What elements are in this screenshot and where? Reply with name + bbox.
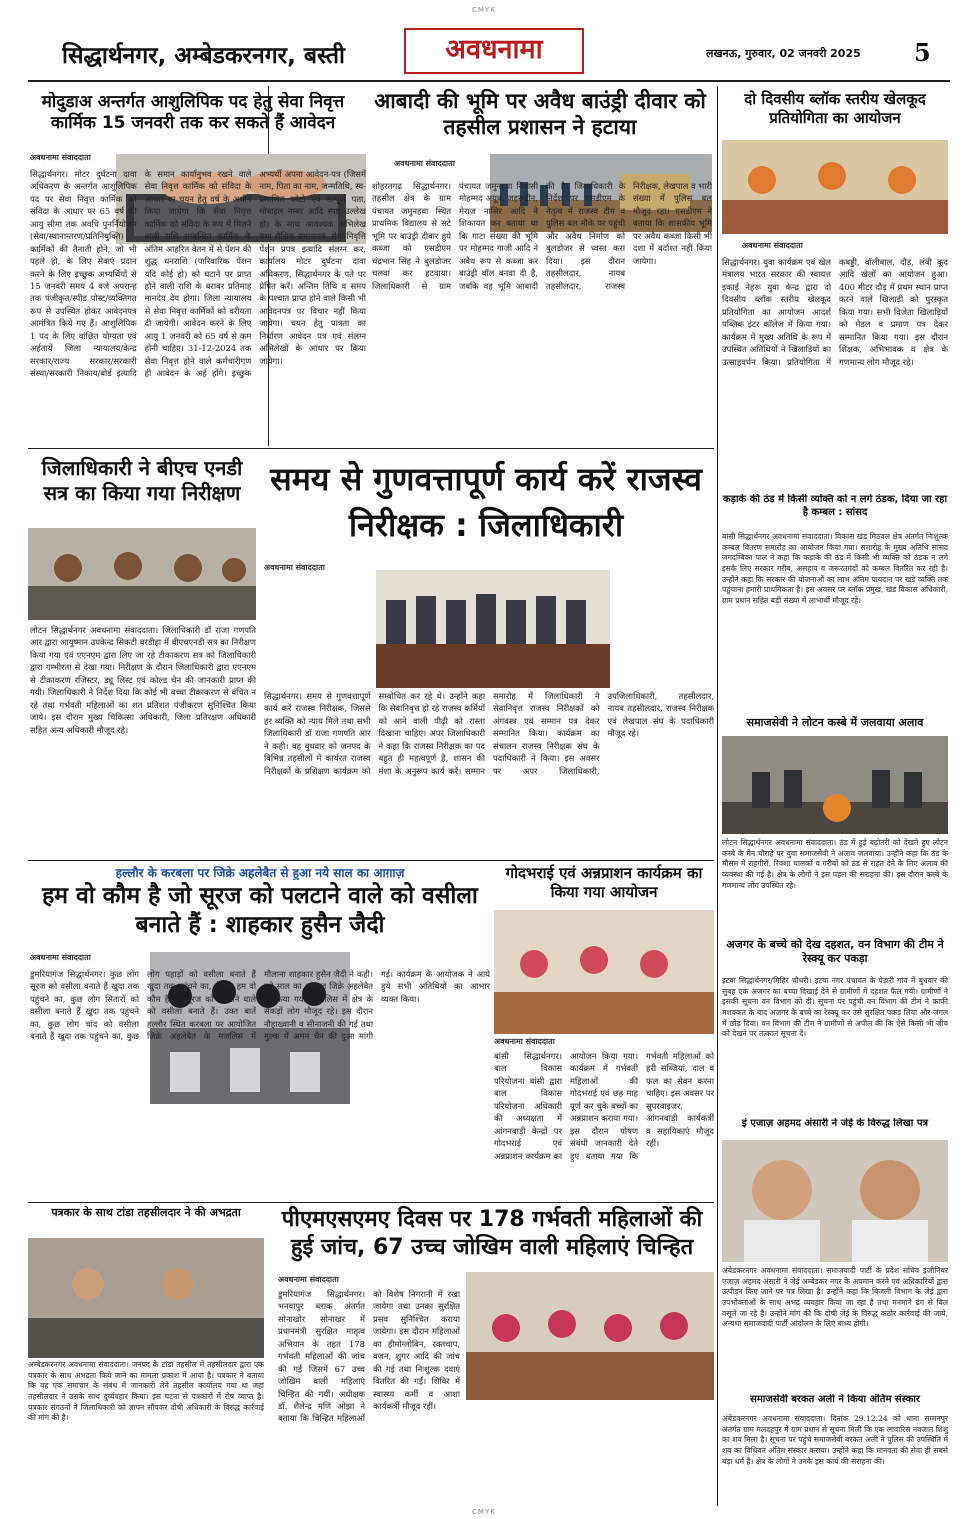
- godbharai-photo-event: [494, 910, 714, 1034]
- page-number: 5: [914, 38, 931, 67]
- pmsma-byline: अवधनामा संवाददाता: [278, 1275, 339, 1284]
- masthead-region: सिद्धार्थनगर, अम्बेडकरनगर, बस्ती: [62, 43, 345, 69]
- cmyk-mark-bottom: CMYK: [472, 1508, 496, 1516]
- journalist-body: अम्बेडकरनगर अवधनामा संवाददाता। जनपद के टांडा तहसील में तहसीलदार द्वारा एक पत्रकार के साथ अभद्रता किये जाने का मामला प्रकाश में आया है। पत्रकार ने बताया कि वह एक समाचार के संबंध में जानकारी लेने तहसील कार्यालय गया था जहां तहसीलदार ने उसके साथ दुर्व्यवहार किया। इस घटना से पत्रकारों में रोष व्याप्त है। पत्रकार संगठनों ने जिलाधिकारी को ज्ञापन सौंपकर दोषी अधिकारी के विरुद्ध कार्रवाई की मांग की है।: [28, 1360, 264, 1423]
- masthead-divider: [28, 80, 950, 82]
- column-divider-right: [717, 86, 718, 1506]
- fire-headline: समाजसेवी ने लोटन कस्बे में जलवाया अलाव: [746, 716, 924, 729]
- pmsma-headline: पीएमएसएमए दिवस पर 178 गर्भवती महिलाओं की हुई जांच, 67 उच्च जोखिम वाली महिलाएं चिन्हित: [281, 1207, 703, 1260]
- journalist-headline: पत्रकार के साथ टांडा तहसीलदार ने की अभद्रता: [51, 1206, 241, 1219]
- fir-body: अंबेडकरनगर अवधनामा संवाददाता। समाजवादी पार्टी के प्रदेश सचिव इंजीनियर एजाज़ अहमद अंसारी ने जेई अम्बेडकर नगर के अपमान करने एवं अधिकारियों द्वारा उत्पीड़न किए जाने पर पत्र लिखा है। उन्होंने कहा कि बिजली विभाग के जेई द्वारा उपभोक्ताओं के साथ अभद्र व्यवहार किया जा रहा है तथा मनमाने ढंग से बिल वसूले जा रहे हैं। उन्होंने मांग की कि दोषी जेई के विरुद्ध कठोर कार्रवाई की जाये, अन्यथा समाजवादी पार्टी आंदोलन के लिए बाध्य होगी।: [722, 1266, 948, 1329]
- python-headline: अजगर के बच्चे को देख दहशत, वन विभाग की टीम ने रेस्क्यू कर पकड़ा: [726, 938, 944, 965]
- karbala-headline: हम वो कौम है जो सूरज को पलटाने वाले को वसीला बनाते हैं : शाहकार हुसैन जैदी: [42, 883, 478, 938]
- karbala-byline: अवधनामा संवाददाता: [30, 953, 91, 962]
- pmsma-body-top: डुमरियागंज सिद्धार्थनगर। भनवापुर ब्लाक अंतर्गत सोनाखोर सोनाखर में प्रधानमंत्री सुरक्षित मातृत्व अभियान के तहत 178 गर्भवती महिलाओं की जांच की गई जिसमें 67 उच्च जोखिम वाली महिलाएं चिन्हित की गयीं। अधीक्षक डॉ. शैलेन्द्र मणि ओझा ने बताया कि चिन्हित महिलाओं को विशेष निगरानी में रखा जायेगा तथा उनका सुरक्षित प्रसव सुनिश्चित कराया जायेगा। इस दौरान महिलाओं का हीमोग्लोबिन, रक्तचाप, वजन, शुगर आदि की जांच की गई तथा निःशुल्क दवाएं वितरित की गईं। शिविर में स्वास्थ्य कर्मी व आशा कार्यकर्त्री मौजूद रहीं।: [278, 1289, 460, 1424]
- revenue-byline: अवधनामा संवाददाता: [264, 563, 325, 572]
- bed-photo-inspection: [28, 528, 256, 620]
- python-body: इटवा सिद्धार्थनगर/मिहिर चौधरी। इटवा नगर पंचायत के पेड़ारी गांव में बुधवार की सुबह एक अजगर का बच्चा दिखाई देने से ग्रामीणों में दहशत फैल गयी। ग्रामीणों ने इसकी सूचना वन विभाग को दी। सूचना पर पहुंची वन विभाग की टीम ने काफी मशक्कत के बाद अजगर के बच्चे का रेस्क्यू कर उसे सुरक्षित पकड़ लिया और जंगल में छोड़ दिया। वन विभाग की टीम ने ग्रामीणों से अपील की कि ऐसे किसी भी जीव को देखने पर तत्काल सूचना दें।: [722, 976, 948, 1039]
- godbharai-byline: अवधनामा संवाददाता: [494, 1037, 555, 1046]
- revenue-photo-group: [376, 570, 610, 688]
- steno-body: सिद्धार्थनगर। मोटर दुर्घटना दावा अधिकरण के अन्तर्गत आशुलिपिक पद पर सेवा निवृत्त कार्मिक को संविदा के आधार पर 65 वर्ष की आयु सीमा तक अवधि पुनर्नियोजन (सेवा/स्थानान्तरण/प्रतिनियुक्ति) कार्मिकों की तैनाती होने, जो भी पहले हो, के लिए सेवाएं प्रदान करने के लिए इच्छुक अभ्यर्थियों से 15 जनवरी समय 4 बजे अपरान्ह तक पंजीकृत/स्पीड पोस्ट/व्यक्तिगत रूप से उपस्थित होकर आवेदनपत्र आमंत्रित किये गए हैं। आशुलिपिक 1 पद के लिए वांछित योग्यता एवं अर्हतायें जिला न्यायालय/केन्द्र सरकार/राज्य सरकार/सरकारी संस्था/सरकारी निकाय/बोर्ड इत्यादि के समान कार्यानुभव रखने वाले सेवा निवृत्त कार्मिक को संविदा के आधार पर चयन हेतु वर्ष के अधीन किया जायेगा कि सेवा निवृत्त कार्मिक को संविदा के रूप में मिलने वाली राशि सम्बन्धित कार्मिक के अंतिम आहरित वेतन में से पेंशन की शुद्ध धनराशि (पारिवारिक पेंशन यदि कोई हो) को घटाने पर प्राप्त होने वाली राशि के बराबर प्रतिमाह मानदेय देय होगा। जिला न्यायालय से सेवा निवृत्त कार्मिकों को वरीयता दी जायेगी। आवेदन करने के लिए आयु 1 जनवरी को 65 वर्ष से कम होनी चाहिए। 31-12-2024 तक सेवा निवृत्त होने वाले कर्मचारीगण ही आवेदन के अर्ह होंगे। इच्छुक अभ्यर्थी अपना आवेदन-पत्र (जिसमें नाम, पिता का नाम, जन्मतिथि, स्व-प्रमाणित फोटो एवं सम्पूर्ण पता, मोबाइल नम्बर आदि स्पष्ट उल्लेख हो) के साथ आवश्यक अभिलेख यथा शैक्षिक प्रमाणपत्र, सेवा-निवृत्ति पेंशन प्रपत्र इत्यादि संलग्न कर, कार्यालय मोटर दुर्घटना दावा अधिकरण, सिद्धार्थनगर के पते पर प्रेषित करें। अन्तिम तिथि व समय के पश्चात प्राप्त होने वाले किसी भी आवेदनपत्र पर विचार नहीं किया जायेगा। चयन हेतु पात्रता का निर्धारण आवेदन पत्र एवं संलग्न अभिलेखों के आधार पर किया जायेगा।: [30, 169, 366, 378]
- cmyk-mark-top: CMYK: [472, 6, 496, 14]
- fire-photo-bonfire: [722, 736, 948, 834]
- fir-headline: इं एजाज़ अहमद अंसारी ने जेई के विरुद्ध लिखा पत्र: [741, 1118, 929, 1129]
- steno-byline: अवधनामा संवाददाता: [30, 153, 91, 162]
- boundary-body: शोहरतगढ़ सिद्धार्थनगर। तहसील क्षेत्र के ग्राम पंचायत जमुनहवा स्थित प्राथमिक विद्यालय से सटे भूमि पर बाउंड्री दीवार हुये कब्जा को एसडीएम चंद्रभान सिंह ने बुलडोजर चलवा कर हटवाया। जिलाधिकारी से ग्राम पंचायत जमुनहवा निवासी मोहम्मद अयूब, जहरूद्दीन, मेराज नासिर आदि ने शिकायत कर बताया था कि गाटा संख्या की भूमि पर मोहम्मद गाजी आदि ने अवैध रूप से कब्जा कर बाउंड्री वॉल बनवा दी है, जबकि वह भूमि आबादी की है। जिलाधिकारी के निर्देश पर एसडीएम के नेतृत्व में राजस्व टीम व पुलिस बल मौके पर पहुंची और अवैध निर्माण को बुलडोजर से ध्वस्त करा दिया। इस दौरान तहसीलदार, नायब तहसीलदार, राजस्व निरीक्षक, लेखपाल व भारी संख्या में पुलिस बल मौजूद रहा। एसडीएम ने बताया कि शासकीय भूमि पर अवैध कब्जा किसी भी दशा में बर्दाश्त नहीं किया जायेगा।: [372, 181, 712, 291]
- bed-body: लोटन सिद्धार्थनगर अवधनामा संवाददाता। जिलाधिकारी डॉ राजा गणपति आर द्वारा आयुष्मान उपकेन्द्र सिकटी बरडीहा में बीएचएनडी सत्र का निरीक्षण किया गया एवं एएनएम द्वारा लिए जा रहे टीकाकरण सत्र को जिलाधिकारी द्वारा गम्भीरता से देखा गया। निरीक्षण के दौरान जिलाधिकारी द्वारा एएनएम से टीकाकरण रजिस्टर, ड्यू लिस्ट एवं कोल्ड चेन की जानकारी प्राप्त की गयी। जिलाधिकारी ने निर्देश दिया कि कोई भी बच्चा टीकाकरण से वंचित न रहे तथा गर्भवती महिलाओं का शत प्रतिशत पंजीकरण सुनिश्चित किया जाये। इस दौरान मुख्य चिकित्सा अधिकारी, जिला प्रतिरक्षण अधिकारी सहित अन्य अधिकारी मौजूद रहे।: [30, 625, 256, 735]
- bed-headline: जिलाधिकारी ने बीएच एनडी सत्र का किया गया निरीक्षण: [41, 456, 243, 505]
- boundary-headline: आबादी की भूमि पर अवैध बाउंड्री दीवार को तहसील प्रशासन ने हटाया: [374, 89, 706, 140]
- godbharai-body: बांसी सिद्धार्थनगर। बाल विकास परियोजना बांसी द्वारा बाल विकास परियोजना अधिकारी की अध्यक्षता में आंगनबाड़ी केन्द्रों पर गोदभराई एवं अन्नप्राशन कार्यक्रम का आयोजन किया गया। कार्यक्रम में गर्भवती महिलाओं की गोदभराई एवं छह माह पूर्ण कर चुके बच्चों का अन्नप्राशन कराया गया। इस दौरान पोषण संबंधी जानकारी देते हुए बताया गया कि गर्भवती महिलाओं को हरी सब्जियां, दाल व फल का सेवन करना चाहिए। इस अवसर पर सुपरवाइजर, आंगनबाड़ी कार्यकर्त्री व सहायिकाएं मौजूद रहीं।: [494, 1051, 714, 1161]
- fire-body: लोटन सिद्धार्थनगर अवधनामा संवाददाता। ठंड में हुई बढ़ोतरी को देखते हुए लोटन कस्बे के मेन चौराहे पर युवा समाजसेवी ने अलाव जलवाया। उन्होंने कहा कि ठंड के मौसम में राहगीरों, रिक्शा चालकों व गरीबों को ठंड से राहत देने के लिए अलाव की व्यवस्था की गई है। क्षेत्र के लोगों ने इस पहल की सराहना की। इस दौरान कस्बे के गणमान्य लोग उपस्थित रहे।: [722, 838, 948, 890]
- revenue-body: सिद्धार्थनगर। समय से गुणवत्तापूर्ण कार्य करें राजस्व निरीक्षक, जिससे हर व्यक्ति को न्याय मिले तथा सभी जिलाधिकारी डॉ राजा गणपति आर ने कही। वह बुधवार को जनपद के विभिन्न तहसीलों में कार्यरत राजस्व निरीक्षकों के प्रशिक्षण कार्यक्रम को सम्बोधित कर रहे थे। उन्होंने कहा कि सेवानिवृत्त हो रहे राजस्व कर्मियों को आने वाली पीढ़ी को रास्ता दिखाना चाहिए। अपर जिलाधिकारी ने कहा कि राजस्व निरीक्षक का पद बहुत ही महत्वपूर्ण है, शासन की मंशा के अनुरूप कार्य करें। सम्मान समारोह में जिलाधिकारी ने सेवानिवृत्त राजस्व निरीक्षकों को अंगवस्त्र एवं सम्मान पत्र देकर सम्मानित किया। कार्यक्रम का संचालन राजस्व निरीक्षक संघ के पदाधिकारी ने किया। इस अवसर पर अपर जिलाधिकारी, उपजिलाधिकारी, तहसीलदार, नायब तहसीलदार, राजस्व निरीक्षक एवं लेखपाल संघ के पदाधिकारी मौजूद रहे।: [264, 691, 714, 776]
- cremation-body: अंबेडकरनगर अवधनामा संवाददाता। दिनांक 29.12.24 को थाना सम्मनपुर अंतर्गत ग्राम मलदहपुर में ग्राम प्रधान से सूचना मिली कि एक लावारिस नवजात शिशु का शव मिला है। सूचना पर पहुंचे समाजसेवी बरकत अली ने पुलिस की उपस्थिति में शव का विधिवत अंतिम संस्कार कराया। उन्होंने कहा कि मानवता की सेवा ही सबसे बड़ा धर्म है। क्षेत्र के लोगों ने उनके इस कार्य की सराहना की।: [722, 1414, 948, 1466]
- sports-byline: अवधनामा संवाददाता: [742, 241, 803, 250]
- sports-body: सिद्धार्थनगर। युवा कार्यक्रम एवं खेल मंत्रालय भारत सरकार की स्वायत्त इकाई नेहरू युवा केन्द्र द्वारा दो दिवसीय ब्लॉक स्तरीय खेलकूद प्रतियोगिता का आयोजन आदर्श पब्लिक इंटर कॉलेज में किया गया। कार्यक्रम में मुख्य अतिथि के रूप में उपस्थित अतिथियों ने खिलाड़ियों का उत्साहवर्धन किया। प्रतियोगिता में कबड्डी, वॉलीबाल, दौड़, लंबी कूद आदि खेलों का आयोजन हुआ। 400 मीटर दौड़ में प्रथम स्थान प्राप्त करने वाले खिलाड़ी को पुरस्कृत किया गया। सभी विजेता खिलाड़ियों को मेडल व प्रमाण पत्र देकर सम्मानित किया गया। इस दौरान शिक्षक, अभिभावक व क्षेत्र के गणमान्य लोग मौजूद रहे।: [722, 257, 948, 367]
- blanket-headline: कड़ाके की ठंड में किसी व्यक्ति को न लगे ठंडक, दिया जा रहा है कम्बल : सांसद: [722, 494, 948, 518]
- karbala-top-rule: [28, 860, 714, 861]
- revenue-top-rule: [28, 448, 714, 449]
- revenue-headline: समय से गुणवत्तापूर्ण कार्य करें राजस्व निरीक्षक : जिलाधिकारी: [270, 460, 702, 545]
- fir-photo-portraits: [722, 1140, 948, 1262]
- sports-headline: दो दिवसीय ब्लॉक स्तरीय खेलकूद प्रतियोगिता का आयोजन: [744, 90, 926, 127]
- karbala-body: डुमरियागंज सिद्धार्थनगर। कुछ लोग सूरज को वसीला बनाते हैं खुदा तक पहुंचने का, कुछ लोग सितारों को वसीला बनाते हैं खुदा तक पहुंचने का, कुछ लोग चांद को वसीला बनाते हैं खुदा तक पहुंचने का, कुछ लोग पहाड़ों को वसीला बनाते हैं खुदा तक पहुंचने का, लेकिन हम वो कौम हैं जो सूरज को पलटाने वाले को वसीला बनाते हैं। उक्त बातें हल्लौर स्थित करबला पर आयोजित जिक्रे अहलेबैत के मजलिस में मौलाना शाहकार हुसैन जैदी ने कही। नये साल का आग़ाज़ जिक्रे अहलेबैत से किया गया। मजलिस में क्षेत्र के सैकड़ों लोग मौजूद रहे। इस दौरान नौहाख्वानी व सीनाजनी की गई तथा मुल्क में अमन चैन की दुआ मांगी गई। कार्यक्रम के आयोजक ने आये हुये सभी अतिथियों का आभार व्यक्त किया।: [30, 969, 490, 1042]
- sports-photo-ceremony: [722, 140, 948, 234]
- blanket-body: बांसी सिद्धार्थनगर अवधनामा संवाददाता। विकास खंड मिठवल क्षेत्र अंतर्गत निःशुल्क कम्बल वितरण समारोह का आयोजन किया गया। समारोह के मुख्य अतिथि सांसद जगदम्बिका पाल ने कहा कि कड़ाके की ठंड में किसी भी व्यक्ति को ठंडक न लगे इसके लिए सरकार गरीब, असहाय व जरूरतमंदों को कम्बल वितरित कर रही है। उन्होंने कहा कि सरकार की योजनाओं का लाभ अंतिम पायदान पर खड़े व्यक्ति तक पहुंचाना हमारी प्राथमिकता है। इस अवसर पर ब्लॉक प्रमुख, खंड विकास अधिकारी, ग्राम प्रधान सहित बड़ी संख्या में लाभार्थी मौजूद रहे।: [722, 532, 948, 605]
- masthead-date: लखनऊ, गुरुवार, 02 जनवरी 2025: [706, 47, 861, 60]
- journalist-photo: [28, 1238, 264, 1358]
- masthead-logo: अवधनामा: [404, 28, 584, 74]
- karbala-kicker: हल्लौर के करबला पर जिक्रे अहलेबैत से हुआ नये साल का आग़ाज़: [115, 866, 405, 880]
- godbharai-headline: गोदभराई एवं अन्नप्राशन कार्यक्रम का किया गया आयोजन: [505, 864, 703, 901]
- journalist-top-rule: [28, 1202, 714, 1203]
- cremation-headline: समाजसेवी बरकत अली ने किया अंतिम संस्कार: [750, 1394, 920, 1405]
- pmsma-photo-camp: [466, 1272, 714, 1400]
- steno-headline: मोदुडाअ अन्तर्गत आशुलिपिक पद हेतु सेवा निवृत्त कार्मिक 15 जनवरी तक कर सकते हैं आवेदन: [41, 92, 345, 134]
- boundary-byline: अवधनामा संवाददाता: [394, 159, 455, 168]
